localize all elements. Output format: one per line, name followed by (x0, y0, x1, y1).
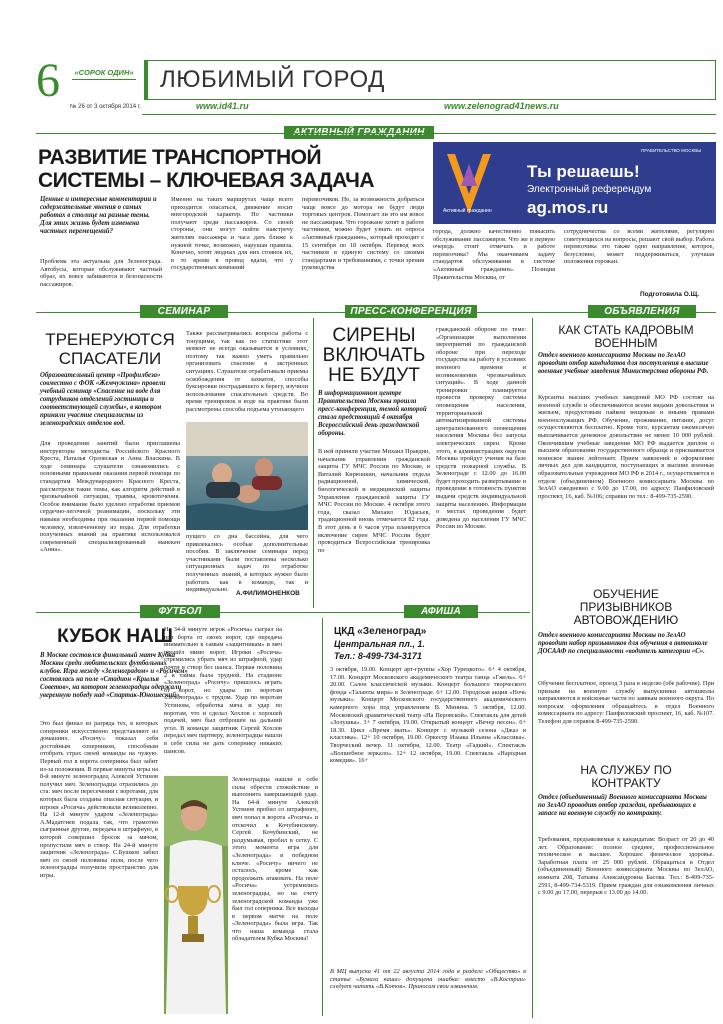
ads-divider (532, 318, 533, 1018)
ad-cadre-text: Курсанты высших учебных заведений МО РФ состоят на военной службе и обеспечиваются всеми видами довольствия и жильем, продуктовым пайком вещевым и иными правами военнослужащих РФ. Обучение, проживание, питание, досуг осуществляются бесплатно. Кроме того, курсантам ежемесячно выплачивается денежное довольствие не менее 10 000 рублей. Окончившим учебные заведения МО РФ выдается диплом о высшем образовании государственного образца и присваивается воинское звание лейтенант. Прием заявлений и оформление личных дел для кандидатов, поступающих в высшие военные образовательные учреждения МО РФ в 2014 г., осуществляется в отделе (объединенном) Военного комиссариата Москвы по ЗелАО ежедневно с 9.00 до 17.00, по адресу: Панфиловский проспект, 16, каб. №106; справки по тел.: 8-499-735-2590. (538, 394, 714, 500)
rescuers-title-2: СПАСАТЕЛИ (58, 349, 162, 368)
player-with-cup-image (164, 776, 228, 1014)
sirens-title-3: НЕ БУДУТ (328, 365, 420, 386)
transport-signature: Подготовила О.Щ. (640, 291, 700, 298)
rubric-ads: ОБЪЯВЛЕНИЯ (588, 305, 696, 318)
transport-col-4: города, должно качественно повысить обслуживание пассажиров. Что же в первую очередь стоит отмечать в работе перевозчика? Мы оканчиваем задачу стандартов обслуживания в системе «Активный гражданин». Позиция Правительства Москвы, от (433, 228, 555, 281)
cup-col-1: Это был финал из разряда тех, в которых соперники искусственно представляют из домашних. «Росичу» показал себя достойным соперником, способным отобрать страх своей команды на чужую. Первый гол в ворота соперника был забит из-за положения. В первые минуты игры на 8-й минуте зеленоградец Алексей Устинов получил мяч. Зеленоградцы отразились до ста: мяч после пересечения с воротами, для которых была созданы опасная ситуация, и игроки «Росича» действовали великолепно. На 12-й минуте ударом «Зеленограда» А.Мадатгиев подала так, что грамотно сыгранные другие, передача в штрафную, в которой совершил бросок за мячом, пропустили мяч в створ. На 24-й минуте защитник «Зеленограда» С.Бушков забил мяч со своей половины поля, после чего зеленоградцы получили пространство для игры. (40, 720, 158, 879)
page-number: 6 (36, 54, 60, 107)
rescuers-signature: А.ФИЛИМОНЕНКОВ (236, 590, 300, 597)
ad-cadre-lead: Отдел военного комиссариата Москвы по ЗелАО проводит отбор кандидатов для поступления в высшие военные учебные заведения Министерства обороны РФ. (538, 352, 709, 375)
rubric-afisha: АФИША (404, 605, 478, 618)
sirens-col-2: гражданской обороне по теме: «Организация выполнения мероприятий по гражданской обороне при переходе государства на работу в условиях военного времени и возникновении чрезвычайных ситуаций». В ходе данной тренировки планируется провести проверку системы оповещения населения, территориальной автоматизированной системы централизованного оповещения населения Москвы без запуска электрических сирен. Кроме этого, в администрациях округов Москвы пройдут учения на базе средств пожарной службы. В Зеленограде с 12.00 до 16.00 будет проходить развертывание и проведение в готовность пунктов выдачи средств индивидуальной защиты населению. Информация о местах проведения будет доведена до населения ГУ МЧС России по Москве. (436, 326, 526, 531)
transport-lead: Ценные и интересные комментарии и содержательные мнения о самых работах в столице на разные темы. Для этих жизнь будет изменена частных перемещений? (40, 196, 157, 235)
issue-date: № 26 от 3 октября 2014 г. (70, 104, 141, 110)
cup-lead: В Москве состоялся финальный матч Кубка Москвы среди любительских футбольных клубов. Игра между «Зеленоградом» и «Росичем» состоялась на поле «Стадион «Крылья Советов», на котором зеленоградцы одержали уверенную победу над «Спартак-Юношеский». (40, 652, 188, 699)
site-link-2[interactable]: www.zelenograd41news.ru (444, 101, 559, 111)
ad-contract-lead: Отдел (объединенный) Военного комиссариата Москвы по ЗелАО проводит отбор граждан, пребывающих в запасе на военную службу по контракту. (538, 794, 707, 817)
banner-subtitle: Электронный референдум (527, 184, 652, 195)
ad-conscript-title: ОБУЧЕНИЕ ПРИЗЫВНИКОВ АВТОВОЖДЕНИЮ (573, 587, 679, 627)
rubric-seminar: СЕМИНАР (140, 305, 228, 318)
afisha-venue: ЦКД «Зеленоград» (334, 626, 427, 637)
press-divider (313, 318, 314, 608)
banner-project: ПРАВИТЕЛЬСТВО МОСКВЫ (641, 148, 702, 153)
afisha-phone: Тел.: 8-499-734-3171 (334, 651, 422, 661)
rescuers-col-1: Для проведения занятий были приглашены инструкторы методисты Российского Красного Креста, Наталья Орловская и Анна Власкина. В ходе семинара слушатели ознакомились с основными правилами оказания первой помощи по стандартам Международного Красного Креста, рассмотрели такие темы, как алгоритм действий в чрезвычайной ситуации, травмы, кровотечения. Особое внимание было уделено отработке приемов сердечно-легочной реанимации, поскольку эти навыки необходимы при оказании первой помощи человеку, извлеченному из воды. Для отработки полученных знаний на практике использовался современный специализированный манекен «Анна». (40, 440, 180, 554)
ad-conscript-lead: Отдел военного комиссариата Москвы по ЗелАО проводит набор призывников для обучения в автошколе ДОСААФ по специальности «водитель категории «С». (538, 632, 708, 655)
transport-col-1: Проблема эта актуальна для Зеленограда. Автобусы, которые обслуживают частный образ, их вовсе забиваются в безопасности пассажиров. (40, 258, 162, 288)
section-title: ЛЮБИМЫЙ ГОРОД (160, 66, 385, 93)
rescuers-photo (186, 422, 308, 530)
banner-brand: Активный гражданин (443, 208, 492, 214)
transport-col-2: Именно на таких маршрутах чаще всего приходится опасаться, движение носит внегородской характер. Но частники получают среди пассажиров. Со своей стороны, они могут пойти навстречу жителям пассажира и часа дать ближе к нужной точке, возможно, нарушая правила. Конечно, хотят людных для них стоянок их, в то время в провод вдали, что у государственных компаний (171, 196, 293, 272)
ad-conscript-text: Обучение бесплатное, проезд 3 раза в неделю (обе рабочие). При призыве на военную службу выпускники автошколы направляются в войсковые части по заявкам военного округа. По вопросам оформления обращайтесь в отдел Военного комиссариата по адресу: Панфиловский проспект, 16, каб. №107. Телефон для справок 8-499-735-2590. (538, 680, 714, 725)
afisha-events: 3 октября, 19.00. Концерт арт-группы «Хор Турецкого». 6+ 4 октября, 17.00. Концерт Московского академического театра танца «Гжель». 6+ 20.00. Салон классической музыки. Концерт большого творческого фонда «Таланты мира» в Зеленограде. 6+ 12.00. Городская акция «Ночь музыки». Концерт Московского государственного академического камерного хора под управлением В. Минина. 5 октября, 12.00. Московский драматический театр «На Перовской». Спектакль для детей «Золушка». 3+ 7 октября, 19.00. Открытый концерт «Вечер песен». 6+ 18.30. Цикл «Время звать». Концерт с музыкой сезона «Джаз и классика». 12+ 10 октября, 19.00. Оркестр Изаака Ильина «Классика». Творческий вечер. 11 октября, 12.00. Театр «Гадкий». Спектакль «Волшебное зеркало». 12+ 12 октября, 19.00. Спектакль «Народная комедия». 16+ (330, 666, 526, 765)
cup-title: КУБОК НАШ (57, 626, 173, 647)
rescuers-lead: Образовательный центр «Профилбеза» совместно с ФОК «Жемчужина» провели учебный семинар «Спасение на воде для сотрудников отделений гостиницы и соответствующей службы», в котором приняли участие специалисты из зеленоградских отделов вод. (40, 372, 166, 427)
ad-contract-title: НА СЛУЖБУ ПО КОНТРАКТУ (580, 763, 672, 790)
sirens-title-1: СИРЕНЫ (332, 325, 416, 346)
active-citizen-banner[interactable] (433, 142, 716, 224)
logo: «СОРОК ОДИН» (72, 66, 136, 80)
pool-training-image (186, 422, 308, 530)
rescuers-col-2b: пущего со дна бассейна, для чего привлекались особые дополнительные пособия. В заключение семинара перед участниками были поставлены несколько ситуационных задач по отработке полученных знаний, в которых нужно было работать как в команде, так и индивидуально. (186, 533, 308, 594)
transport-col-3: перевозчиков. Но, за возможность добраться чаще вовсе до мотора не будут люди торговых центров. Помогает ли это им вовсе не пассажирам. Что горожане хотят в работе частников, можно будет узнать из опроса «Активный гражданин», который проходит с 15 сентября по 18 октября. Перевод всех частников в единую систему со своими стандартами и требованиями, с точки зрения руководства (302, 196, 424, 272)
banner-url[interactable]: ag.mos.ru (527, 198, 609, 217)
transport-title-1: РАЗВИТИЕ ТРАНСПОРТНОЙ (38, 146, 322, 169)
afisha-note: В МЦ выпуска 41 от 22 августа 2014 года в разделе «Общество» в статье «Бумага наша» допущена ошибка: вместо «В.Кострин» следует читать «В.Котов». Приносим свои извинения. (330, 968, 526, 991)
rubric-active-line (36, 133, 716, 134)
ad-contract-text: Требования, предъявляемые к кандидатам: Возраст от 20 до 40 лет. Образование: полное среднее, профессиональное техническое и высшее. Хорошее физическое здоровье. Заработная плата от 25 000 рублей. Обращаться в Отдел (объединенный) Военного комиссариата Москвы по ЗелАО, комната 208, Татьяна Александровна Басова. Тел.: 8-499-735-2591, 8-499-734-5319. Прием граждан для ознакомления личных с 9.00 до 17.00, перерыв с 13.00 до 14.00. (538, 836, 714, 897)
header-underline (142, 114, 716, 115)
sirens-title-2: ВКЛЮЧАТЬ (322, 345, 426, 366)
cup-col-3: Зеленоградцы нашли в себе силы обрести спокойствие и выполнить завершающий удар. На 64-й минуте Алексей Устинов пробил со штрафного, мяч попал в ворота «Росича» и отскочил к Кочубинскому. Сергей Кочубинский, не раздумывая, пробил в сетку. С этого момента игра для «Зеленограда» в победном ключе. «Росичу» ничего не осталось, кроме как продолжать атаковать. На поле «Росича» устремились зеленоградцы, но на счету зеленоградской команды уже был гол соперника. Все выходы в первом матче на поле «Зеленограда» была игра. Так что наша команда стала обладателем Кубка Москвы! (232, 776, 318, 943)
cup-col-2: На 34-й минуте игрок «Росича» сыграл на пол борта от своих ворот, где передача внимательно к самым «защитникам» и мяч прошёл мимо ворот. Игроки «Росича» стремились убрать мяч из штрафной, удар почти в створ без шанса. Первая половина 2 к тайма была трудной. На стадионе «Зеленоград» «Росичу» пришлось играть от ворот, но удары по воротам «Зеленограда» с трудом. Удар по воротам Устинова, обработка мяча и удар по воротам, что и сделал Хохлов с хорошей подачей, мяч был отброшен на дальний угол. В команде защитник Сергей Хохлов передал мяч партнеру, зеленоградцы нашли в себе силы не дать сопернику никаких шансов. (164, 626, 282, 755)
cup-photo (164, 776, 228, 1014)
site-link-1[interactable]: www.id41.ru (196, 101, 249, 111)
transport-col-5: сотрудничества со всеми жителями, регулярно советующихся на вопросы, решают свой выбор. Работа перевозчика это также одно направление, которое, безусловно, может поддерживаться, улучшая положения горожан. (564, 228, 714, 266)
rubric-football: ФУТБОЛ (140, 605, 220, 618)
sirens-col-1: В ней приняли участие Михаил Правдин, начальник управления гражданской защиты ГУ МЧС России по Москве, и Виталий Кирюшкин, начальник отдела радиационной, химической, биологической и медицинской защиты Управления гражданской защиты ГУ МЧС России по Москве. 4 октября этого года, сказал Михаил Юдасьев, традиционной вновь отмечается 82 года. В этот день в 6 часов утра планируется включение сирен МЧС России будет проводиться Всероссийская тренировка по (318, 448, 430, 554)
banner-slogan: Ты решаешь! (527, 162, 640, 181)
transport-title-2: СИСТЕМЫ – КЛЮЧЕВАЯ ЗАДАЧА (38, 169, 375, 192)
afisha-divider (322, 618, 323, 1016)
afisha-address: Центральная пл., 1. (334, 639, 425, 649)
rescuers-col-2a: Также рассматривались вопросы работы с тонущими, так как по статистике этот момент не всегда оказывается в условиях, поэтому так важно уметь правильно организовать спасение в экстренных ситуациях. Слушатели отрабатывали приемы освобождения от захватов, способы буксировки пострадавшего к берегу, изучили использование спасательных средств. Во время тренировок в воде на практике были рассмотрены способы подъема утопающего (186, 330, 308, 413)
sirens-lead: В информационном центре Правительства Москвы прошла пресс-конференция, темой которой стала предстоящий 4 октября Всероссийский день гражданской обороны. (318, 390, 427, 437)
rubric-press: ПРЕСС-КОНФЕРЕНЦИЯ (345, 305, 477, 318)
rescuers-title-1: ТРЕНЕРУЮТСЯ (45, 330, 175, 349)
ad-cadre-title: КАК СТАТЬ КАДРОВЫМ ВОЕННЫМ (558, 323, 694, 350)
